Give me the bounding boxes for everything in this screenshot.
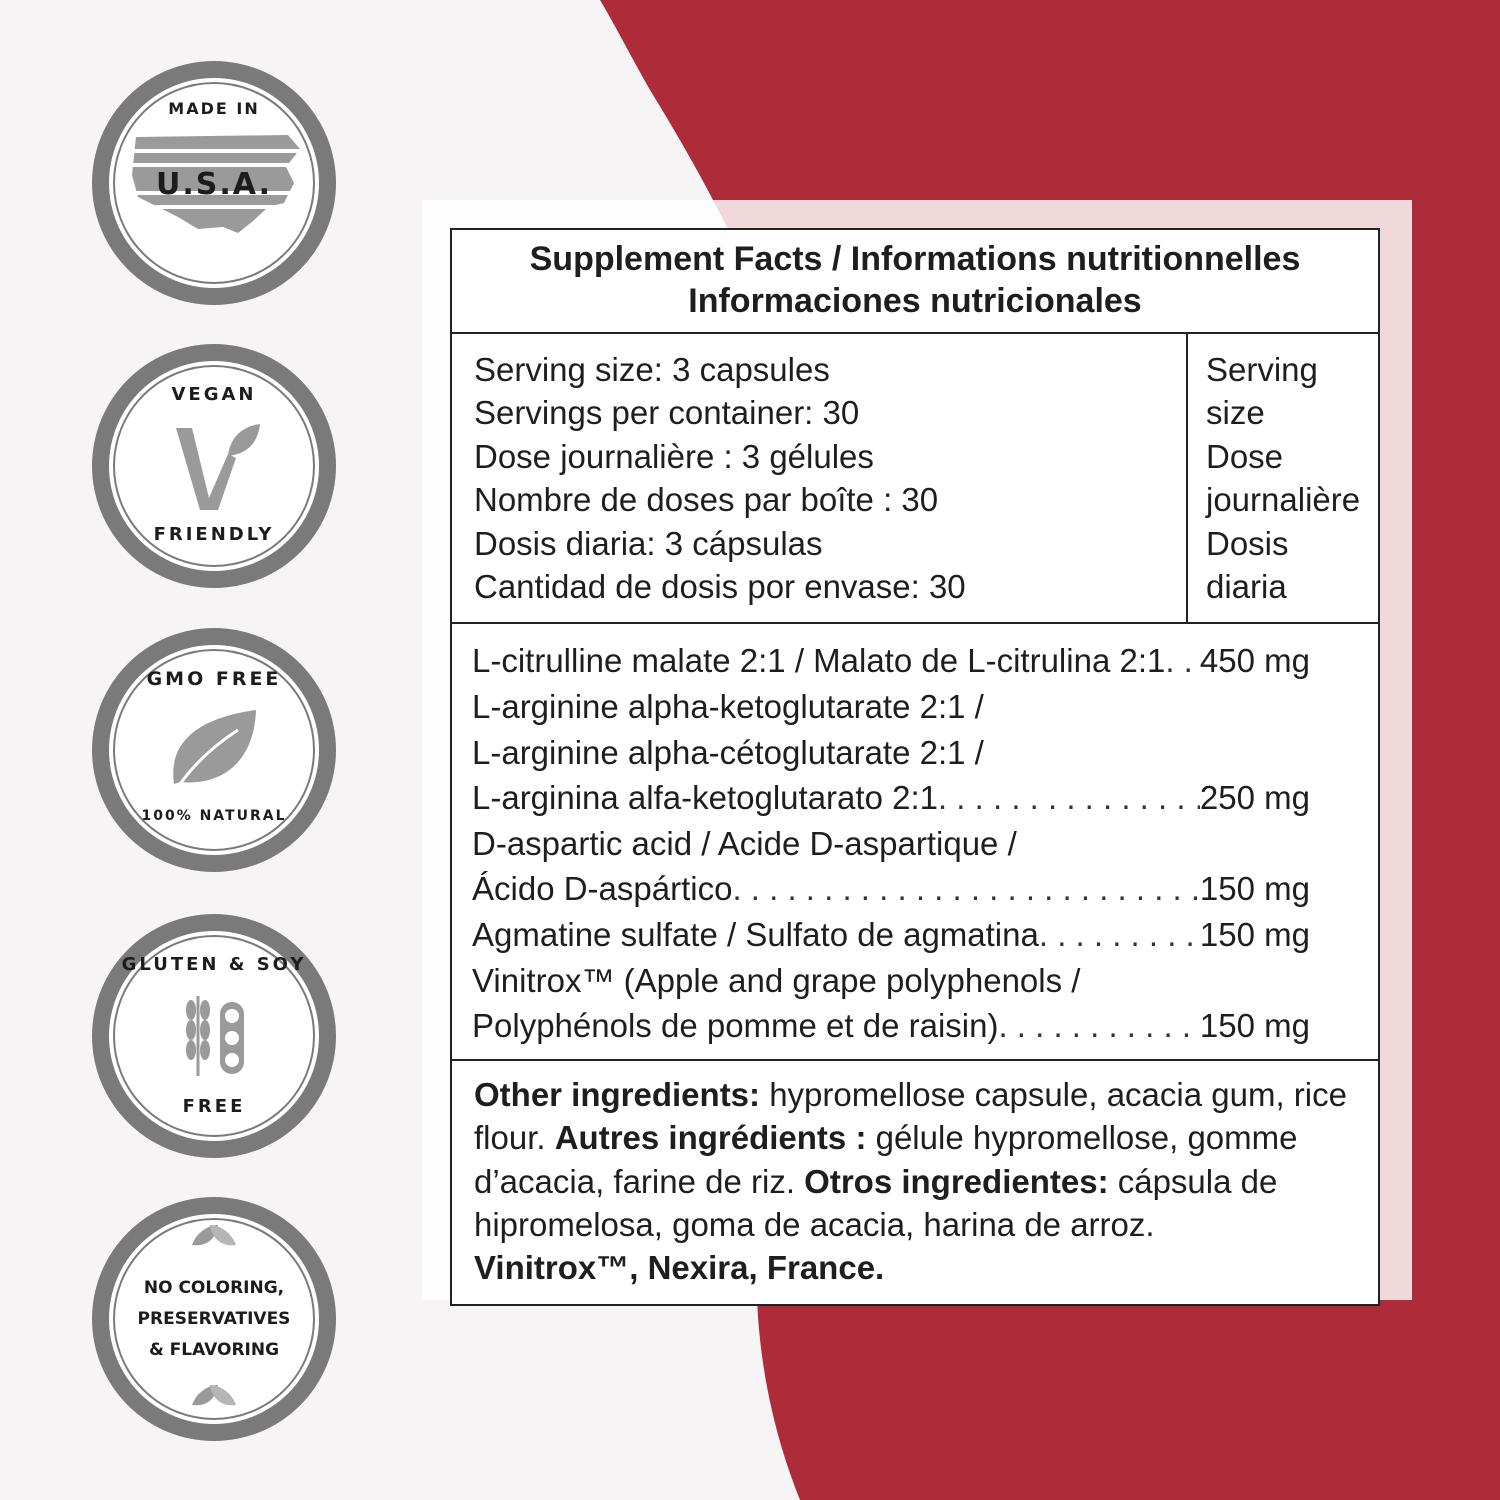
serving-header-line: Dose: [1206, 437, 1284, 475]
badge-center-text: U.S.A.: [156, 167, 272, 202]
serving-section: [452, 334, 1378, 624]
supplement-facts-table: [450, 228, 1380, 1306]
other-ingredients-text-en: hypromellose capsule, acacia gum, rice flour.: [474, 1075, 1347, 1157]
ingredient-name: Ácido D-aspártico: [472, 870, 733, 908]
ingredient-row: [472, 866, 1310, 912]
badge-bottom-text: 100% NATURAL: [141, 808, 287, 824]
facts-title-line1: Supplement Facts / Informations nutritionnelles: [529, 240, 1301, 278]
serving-info: [452, 334, 1188, 622]
ingredient-row: [472, 730, 1310, 776]
leader-dots: [1039, 912, 1200, 958]
badge-made-in-usa: [88, 57, 340, 309]
ingredient-row: [472, 1003, 1310, 1049]
ingredient-name: Agmatine sulfate / Sulfato de agmatina: [472, 916, 1039, 953]
serving-line: Dosis diaria: 3 cápsulas: [474, 524, 823, 562]
vinitrox-credit: Vinitrox™, Nexira, France.: [474, 1249, 885, 1287]
ingredient-row: [472, 638, 1310, 684]
badge-top-text: VEGAN: [171, 384, 257, 405]
serving-line: Servings per container: 30: [474, 394, 860, 432]
ingredient-amount: 150 mg: [1199, 916, 1310, 953]
badge-gmo-free: [88, 624, 340, 876]
facts-title: [452, 230, 1378, 334]
leader-dots: [938, 775, 1200, 821]
leaf-icon: [88, 624, 340, 876]
other-ingredients-text-fr: gélule hypromellose, gomme d’acacia, farine de riz.: [474, 1119, 1298, 1200]
badge-bottom-text: FREE: [182, 1096, 246, 1117]
facts-title-line2: Informaciones nutricionales: [688, 282, 1142, 320]
badge-line: NO COLORING,: [143, 1278, 285, 1298]
badge-top-text: GLUTEN & SOY: [121, 954, 307, 975]
other-ingredients-label-fr: Autres ingrédients :: [554, 1119, 867, 1157]
ingredient-name: L-arginine alpha-ketoglutarate 2:1 /: [472, 688, 984, 726]
ingredient-name: Polyphénols de pomme et de raisin): [472, 1007, 999, 1045]
ingredient-row: [472, 912, 1310, 958]
leader-dots: [1165, 638, 1200, 684]
ingredient-row: [472, 684, 1310, 730]
ingredient-name: Vinitrox™ (Apple and grape polyphenols /: [472, 961, 1081, 999]
other-ingredients-text-es: cápsula de hipromelosa, goma de acacia, harina de arroz.: [474, 1162, 1278, 1243]
wheat-soy-icon: [88, 910, 340, 1162]
badge-top-text: MADE IN: [168, 99, 260, 118]
ingredient-row: [472, 958, 1310, 1004]
leader-dots: [998, 1003, 1199, 1049]
serving-column-header: [1188, 334, 1378, 622]
ingredient-name: L-arginine alpha-cétoglutarate 2:1 /: [472, 733, 984, 771]
serving-header-line: Serving: [1206, 351, 1318, 388]
serving-header-line: diaria: [1206, 568, 1287, 606]
badge-bottom-text: FRIENDLY: [153, 524, 275, 545]
leader-dots: [732, 866, 1199, 912]
leaf-v-icon: [88, 340, 340, 592]
badge-line: PRESERVATIVES: [137, 1309, 291, 1329]
ingredient-row: [472, 775, 1310, 821]
ingredient-name: L-arginina alfa-ketoglutarato 2:1: [472, 779, 938, 817]
serving-header-line: journalière: [1206, 481, 1361, 519]
other-ingredients: [452, 1061, 1378, 1304]
other-ingredients-label-es: Otros ingredientes:: [804, 1162, 1109, 1200]
ingredients-list: [452, 624, 1378, 1060]
serving-line: Nombre de doses par boîte : 30: [474, 481, 939, 519]
serving-line: Serving size: 3 capsules: [474, 351, 830, 388]
serving-header-line: Dosis: [1206, 524, 1289, 562]
ingredient-name: D-aspartic acid / Acide D-aspartique /: [472, 824, 1017, 862]
other-ingredients-label-en: Other ingredients:: [474, 1075, 761, 1113]
ingredient-amount: 150 mg: [1199, 1007, 1310, 1045]
serving-line: Dose journalière : 3 gélules: [474, 437, 874, 475]
badge-top-text: GMO FREE: [146, 668, 282, 690]
ingredient-amount: 250 mg: [1199, 779, 1310, 817]
ingredient-amount: 450 mg: [1199, 642, 1310, 680]
serving-line: Cantidad de dosis por envase: 30: [474, 568, 966, 606]
ingredient-amount: 150 mg: [1199, 870, 1310, 908]
serving-header-line: size: [1206, 394, 1265, 432]
ingredient-name: L-citrulline malate 2:1 / Malato de L-citrulina 2:1: [472, 642, 1166, 680]
badge-line: & FLAVORING: [148, 1340, 280, 1360]
badge-vegan-friendly: [88, 340, 340, 592]
badge-gluten-soy-free: [88, 910, 340, 1162]
badge-center-text: [88, 1273, 340, 1366]
badge-no-coloring: [88, 1193, 340, 1445]
ingredient-row: [472, 821, 1310, 867]
